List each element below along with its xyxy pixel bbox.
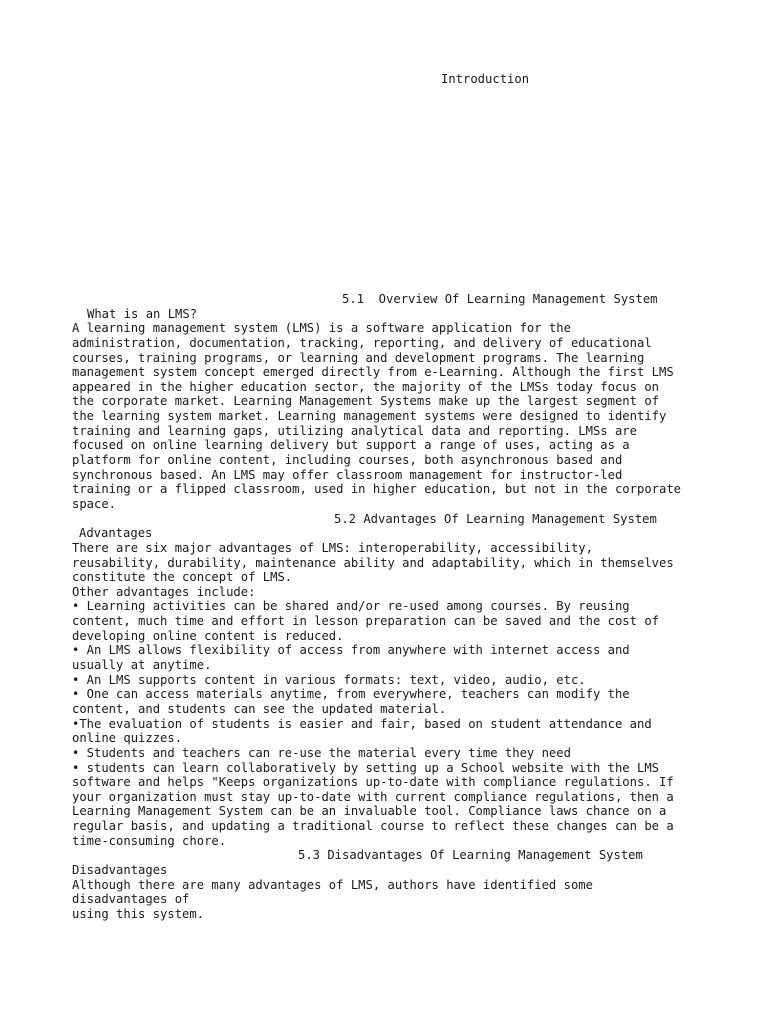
section-body-disadvantages [72, 878, 712, 922]
paragraph-line: Other advantages include: [72, 584, 256, 599]
paragraph-line: training and learning gaps, utilizing analytical data and reporting. LMSs are [72, 423, 637, 438]
section-subheading-what-is-lms: What is an LMS? [87, 306, 198, 321]
paragraph-line: reusability, durability, maintenance ability and adaptability, which in themselves [72, 555, 674, 570]
paragraph-line: • An LMS supports content in various formats: text, video, audio, etc. [72, 672, 586, 687]
paragraph-line: focused on online learning delivery but support a range of uses, acting as a [72, 438, 630, 453]
paragraph-line: online quizzes. [72, 731, 183, 746]
paragraph-line: disadvantages of [72, 892, 190, 907]
paragraph-line: appeared in the higher education sector, the majority of the LMSs today focus on [72, 379, 659, 394]
paragraph-line: synchronous based. An LMS may offer classroom management for instructor-led [72, 467, 623, 482]
paragraph-line: Although there are many advantages of LMS, authors have identified some [72, 877, 593, 892]
paragraph-line: management system concept emerged directly from e-Learning. Although the first LMS [72, 365, 674, 380]
section-heading-overview: 5.1 Overview Of Learning Management System [342, 292, 658, 306]
paragraph-line: your organization must stay up-to-date with current compliance regulations, then a [72, 789, 674, 804]
paragraph-line: software and helps "Keeps organizations up-to-date with compliance regulations. If [72, 775, 674, 790]
paragraph-line: •The evaluation of students is easier and fair, based on student attendance and [72, 716, 652, 731]
paragraph-line: administration, documentation, tracking, reporting, and delivery of educational [72, 335, 652, 350]
page-title: Introduction [441, 72, 530, 86]
paragraph-line: courses, training programs, or learning and development programs. The learning [72, 350, 645, 365]
section-subheading-disadvantages: Disadvantages [72, 862, 168, 877]
paragraph-line: usually at anytime. [72, 658, 212, 673]
paragraph-line: developing online content is reduced. [72, 628, 344, 643]
paragraph-line: • An LMS allows flexibility of access from anywhere with internet access and [72, 643, 630, 658]
paragraph-line: There are six major advantages of LMS: interoperability, accessibility, [72, 540, 593, 555]
section-subheading-advantages: Advantages [79, 526, 153, 541]
document-body [72, 292, 712, 922]
section-body-advantages [72, 541, 712, 848]
paragraph-line: training or a flipped classroom, used in higher education, but not in the corporate [72, 482, 682, 497]
paragraph-line: A learning management system (LMS) is a software application for the [72, 321, 571, 336]
paragraph-line: content, and students can see the updated material. [72, 701, 447, 716]
paragraph-line: using this system. [72, 906, 205, 921]
section-body-overview [72, 321, 712, 511]
paragraph-line: time-consuming chore. [72, 833, 227, 848]
paragraph-line: the learning system market. Learning management systems were designed to identify [72, 409, 667, 424]
paragraph-line: space. [72, 496, 117, 511]
paragraph-line: content, much time and effort in lesson preparation can be saved and the cost of [72, 614, 659, 629]
section-heading-advantages: 5.2 Advantages Of Learning Management System [334, 511, 657, 526]
paragraph-line: • students can learn collaboratively by setting up a School website with the LMS [72, 760, 659, 775]
paragraph-line: Learning Management System can be an invaluable tool. Compliance laws chance on a [72, 804, 667, 819]
section-heading-disadvantages: 5.3 Disadvantages Of Learning Management System [298, 848, 643, 863]
paragraph-line: • One can access materials anytime, from everywhere, teachers can modify the [72, 687, 630, 702]
paragraph-line: • Students and teachers can re-use the material every time they need [72, 745, 571, 760]
paragraph-line: regular basis, and updating a traditional course to reflect these changes can be a [72, 819, 674, 834]
paragraph-line: • Learning activities can be shared and/or re-used among courses. By reusing [72, 599, 630, 614]
paragraph-line: constitute the concept of LMS. [72, 570, 293, 585]
paragraph-line: platform for online content, including courses, both asynchronous based and [72, 453, 623, 468]
paragraph-line: the corporate market. Learning Management Systems make up the largest segment of [72, 394, 659, 409]
